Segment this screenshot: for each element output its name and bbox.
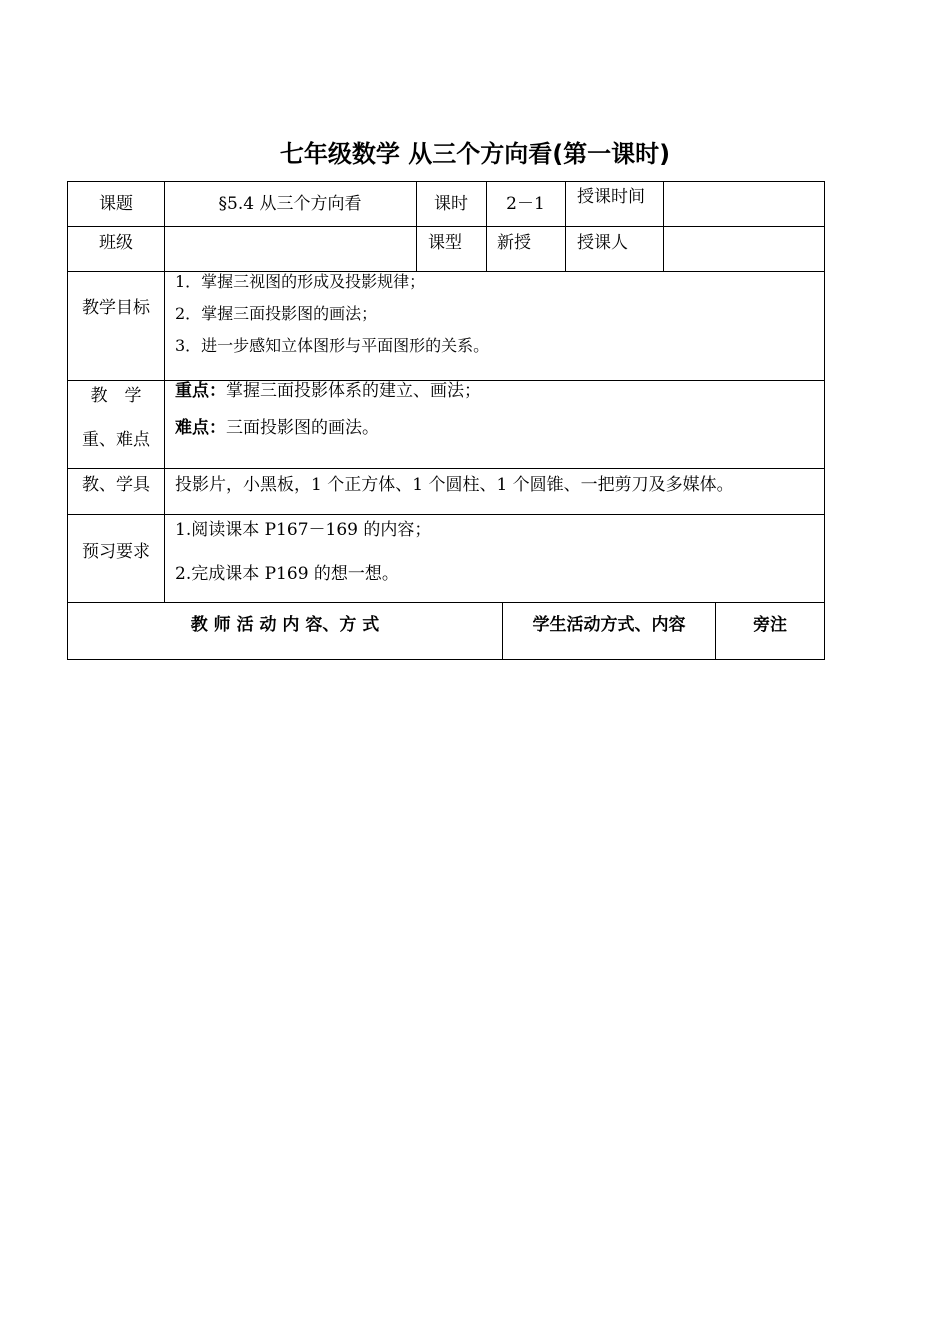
period-value: 2－1 <box>506 194 545 214</box>
key-point <box>175 380 481 402</box>
tools-text: 投影片，小黑板，1 个正方体、1 个圆柱、1 个圆锥、一把剪刀及多媒体。 <box>175 475 734 495</box>
focus-label-line1: 教 学 <box>90 386 142 406</box>
table-border <box>67 514 825 515</box>
period-label: 课时 <box>434 194 468 214</box>
lesson-time-label: 授课时间 <box>577 187 645 207</box>
goal-item: 3．进一步感知立体图形与平面图形的关系。 <box>175 336 490 355</box>
teacher-activity-header: 教 师 活 动 内 容、方 式 <box>190 615 380 635</box>
table-border <box>67 659 825 660</box>
key-point-text: 掌握三面投影体系的建立、画法； <box>226 381 481 401</box>
class-label: 班级 <box>99 233 133 253</box>
goal-item: 2．掌握三面投影图的画法； <box>175 304 378 323</box>
preview-item: 1.阅读课本 P167－169 的内容； <box>175 520 432 540</box>
page-title: 七年级数学 从三个方向看(第一课时) <box>279 140 671 168</box>
table-border <box>67 226 825 227</box>
topic-value: §5.4 从三个方向看 <box>218 194 362 214</box>
student-activity-header: 学生活动方式、内容 <box>532 615 686 635</box>
difficult-point <box>175 417 379 439</box>
table-border <box>67 602 825 603</box>
focus-label-line2: 重、难点 <box>82 430 150 450</box>
note-header: 旁注 <box>753 615 787 635</box>
difficult-point-text: 三面投影图的画法。 <box>226 418 379 438</box>
preview-item: 2.完成课本 P169 的想一想。 <box>175 564 399 584</box>
table-border <box>565 181 566 271</box>
difficult-point-label: 难点： <box>175 418 226 438</box>
preview-label: 预习要求 <box>82 542 150 562</box>
key-point-label: 重点： <box>175 381 226 401</box>
topic-label: 课题 <box>99 194 133 214</box>
lesson-type-label: 课型 <box>428 233 462 253</box>
lesson-type-value: 新授 <box>497 233 531 253</box>
teacher-label: 授课人 <box>577 233 628 253</box>
table-border <box>67 468 825 469</box>
goals-label: 教学目标 <box>82 298 150 318</box>
goal-item: 1．掌握三视图的形成及投影规律； <box>175 272 426 291</box>
table-border <box>67 181 825 182</box>
table-border <box>824 181 825 660</box>
table-border <box>663 181 664 271</box>
tools-label: 教、学具 <box>82 475 150 495</box>
